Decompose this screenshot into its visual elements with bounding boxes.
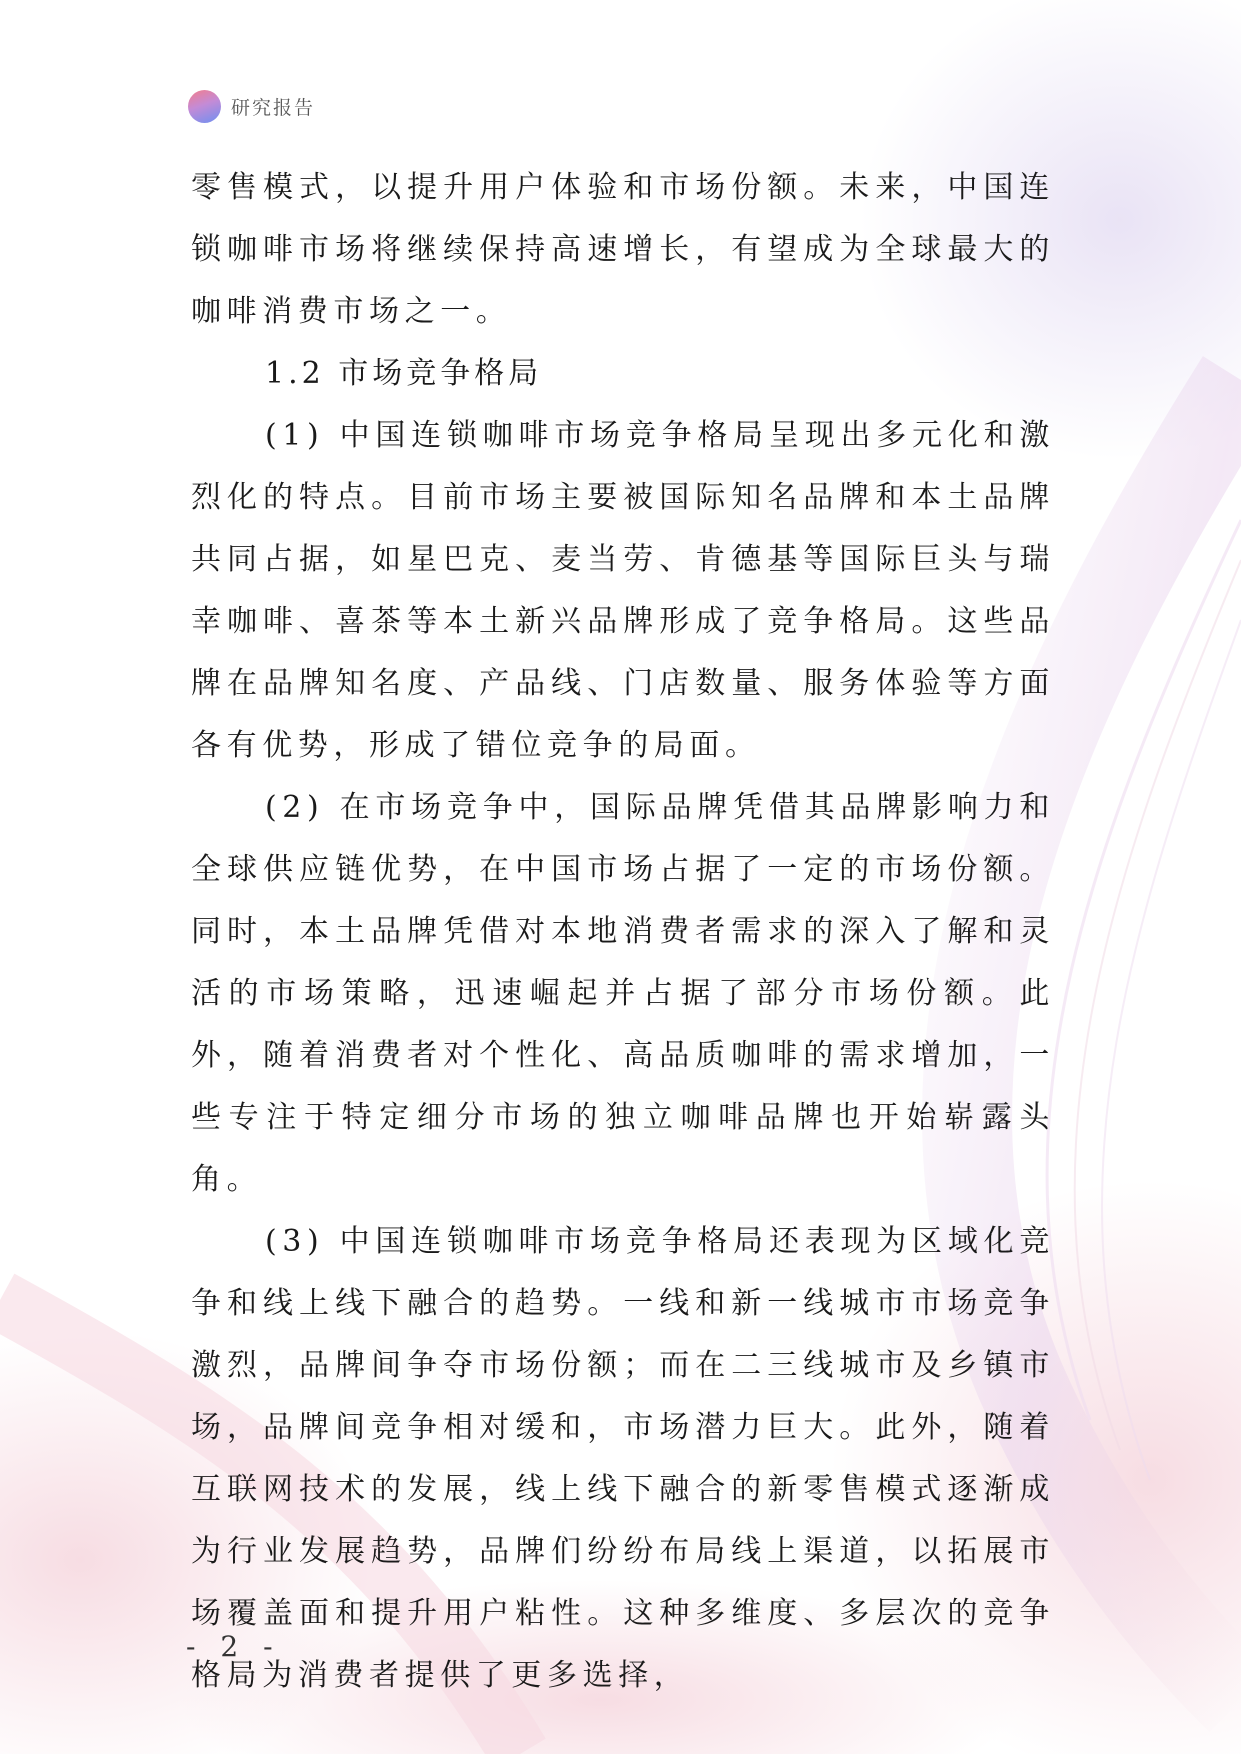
paragraph-3: (3) 中国连锁咖啡市场竞争格局还表现为区域化竞争和线上线下融合的趋势。一线和新一线城市市场竞争激烈，品牌间争夺市场份额；而在二三线城市及乡镇市场，品牌间竞争相对缓和，市场潜力巨大。此外，随着互联网技术的发展，线上线下融合的新零售模式逐渐成为行业发展趋势，品牌们纷纷布局线上渠道，以拓展市场覆盖面和提升用户粘性。这种多维度、多层次的竞争格局为消费者提供了更多选择， [191,1224,1055,1693]
body-text [191,157,1055,1707]
paragraph-continued: 零售模式，以提升用户体验和市场份额。未来，中国连锁咖啡市场将继续保持高速增长，有望成为全球最大的咖啡消费市场之一。 [191,170,1055,329]
header-title: 研究报告 [231,96,316,119]
paragraph-1: (1) 中国连锁咖啡市场竞争格局呈现出多元化和激烈化的特点。目前市场主要被国际知名品牌和本土品牌共同占据，如星巴克、麦当劳、肯德基等国际巨头与瑞幸咖啡、喜茶等本土新兴品牌形成了竞争格局。这些品牌在品牌知名度、产品线、门店数量、服务体验等方面各有优势，形成了错位竞争的局面。 [191,418,1055,763]
paragraph-2: (2) 在市场竞争中，国际品牌凭借其品牌影响力和全球供应链优势，在中国市场占据了一定的市场份额。同时，本土品牌凭借对本地消费者需求的深入了解和灵活的市场策略，迅速崛起并占据了部分市场份额。此外，随着消费者对个性化、高品质咖啡的需求增加，一些专注于特定细分市场的独立咖啡品牌也开始崭露头角。 [191,790,1055,1197]
report-logo-icon [188,90,221,123]
page-number: - 2 - [186,1630,281,1663]
page-header [188,89,315,123]
section-heading: 1.2 市场竞争格局 [265,356,543,391]
